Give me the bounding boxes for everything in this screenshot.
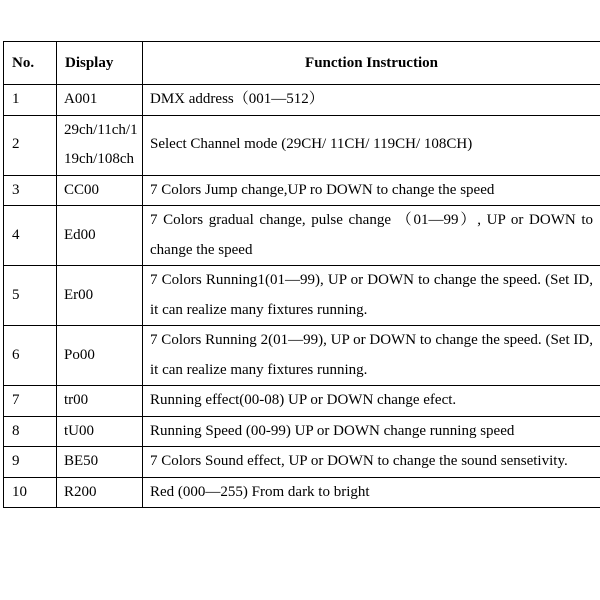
row-display: tU00 — [57, 416, 143, 447]
table-row — [4, 206, 600, 266]
row-function: Running Speed (00-99) UP or DOWN change running speed — [143, 416, 600, 447]
row-display: Po00 — [57, 326, 143, 386]
row-function: 7 Colors gradual change, pulse change （01—99）, UP or DOWN to change the speed — [143, 206, 600, 266]
row-function: Running effect(00-08) UP or DOWN change efect. — [143, 386, 600, 417]
row-no: 4 — [4, 206, 57, 266]
function-table-container — [3, 41, 600, 508]
function-table — [3, 41, 600, 508]
row-function: 7 Colors Sound effect, UP or DOWN to change the sound sensetivity. — [143, 447, 600, 478]
row-no: 9 — [4, 447, 57, 478]
table-row — [4, 416, 600, 447]
row-no: 10 — [4, 477, 57, 508]
table-row — [4, 85, 600, 116]
row-display: R200 — [57, 477, 143, 508]
row-display: BE50 — [57, 447, 143, 478]
table-row — [4, 386, 600, 417]
row-function: 7 Colors Running1(01—99), UP or DOWN to change the speed. (Set ID, it can realize many fixtures running. — [143, 266, 600, 326]
row-function: 7 Colors Jump change,UP ro DOWN to change the speed — [143, 175, 600, 206]
row-function: Select Channel mode (29CH/ 11CH/ 119CH/ 108CH) — [143, 115, 600, 175]
row-no: 8 — [4, 416, 57, 447]
row-display: Ed00 — [57, 206, 143, 266]
header-display: Display — [57, 42, 143, 85]
row-no: 5 — [4, 266, 57, 326]
row-no: 1 — [4, 85, 57, 116]
row-function: 7 Colors Running 2(01—99), UP or DOWN to change the speed. (Set ID, it can realize many fixtures running. — [143, 326, 600, 386]
row-display: 29ch/11ch/119ch/108ch — [57, 115, 143, 175]
table-row — [4, 115, 600, 175]
row-display: tr00 — [57, 386, 143, 417]
row-no: 2 — [4, 115, 57, 175]
table-row — [4, 266, 600, 326]
header-no: No. — [4, 42, 57, 85]
row-no: 6 — [4, 326, 57, 386]
row-function: DMX address（001—512） — [143, 85, 600, 116]
header-function: Function Instruction — [143, 42, 600, 85]
table-row — [4, 477, 600, 508]
row-display: A001 — [57, 85, 143, 116]
row-function: Red (000—255) From dark to bright — [143, 477, 600, 508]
row-no: 3 — [4, 175, 57, 206]
table-header-row — [4, 42, 600, 85]
row-display: CC00 — [57, 175, 143, 206]
table-row — [4, 447, 600, 478]
row-no: 7 — [4, 386, 57, 417]
table-row — [4, 326, 600, 386]
table-row — [4, 175, 600, 206]
row-display: Er00 — [57, 266, 143, 326]
